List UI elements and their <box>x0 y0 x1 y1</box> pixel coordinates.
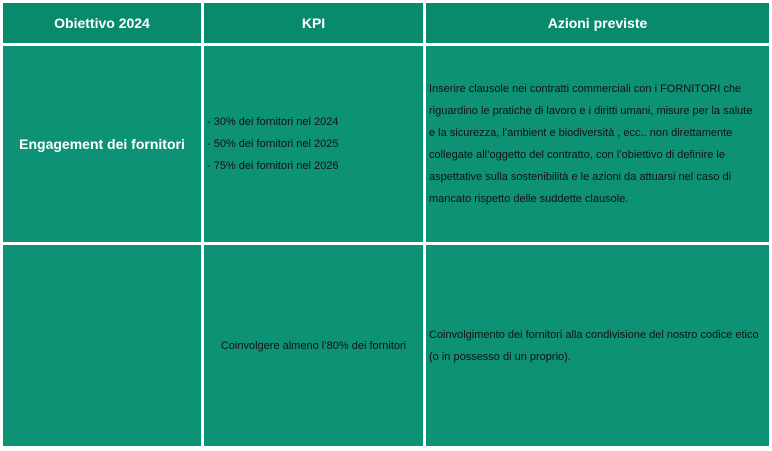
kpi-item: - 75% dei fornitori nel 2026 <box>207 160 339 172</box>
actions-cell: Coinvolgimento dei fornitori alla condivisione del nostro codice etico (o in possesso di un proprio). <box>426 245 769 446</box>
table-row <box>3 245 769 446</box>
header-row <box>3 3 769 43</box>
kpi-list <box>207 111 423 177</box>
kpi-item: - 30% dei fornitori nel 2024 <box>207 116 339 128</box>
header-objective: Obiettivo 2024 <box>3 3 201 43</box>
header-kpi: KPI <box>204 3 423 43</box>
header-actions: Azioni previste <box>426 3 769 43</box>
actions-cell: Inserire clausole nei contratti commerciali con i FORNITORI che riguardino le pratiche di lavoro e i diritti umani, misure per la salute e la sicurezza, l’ambient e biodiversità , ecc.. non direttamente collegate all’oggetto del contratto, con l’obiettivo di definire le aspettative sulla sostenibilità e le azioni da attuarsi nel caso di mancato rispetto delle suddette clausole. <box>426 46 769 242</box>
objective-cell <box>3 245 201 446</box>
objective-cell: Engagement dei fornitori <box>3 46 201 242</box>
kpi-cell: Coinvolgere almeno l’80% dei fornitori <box>204 245 423 446</box>
table-row <box>3 46 769 242</box>
kpi-item: - 50% dei fornitori nel 2025 <box>207 138 339 150</box>
kpi-cell <box>204 46 423 242</box>
